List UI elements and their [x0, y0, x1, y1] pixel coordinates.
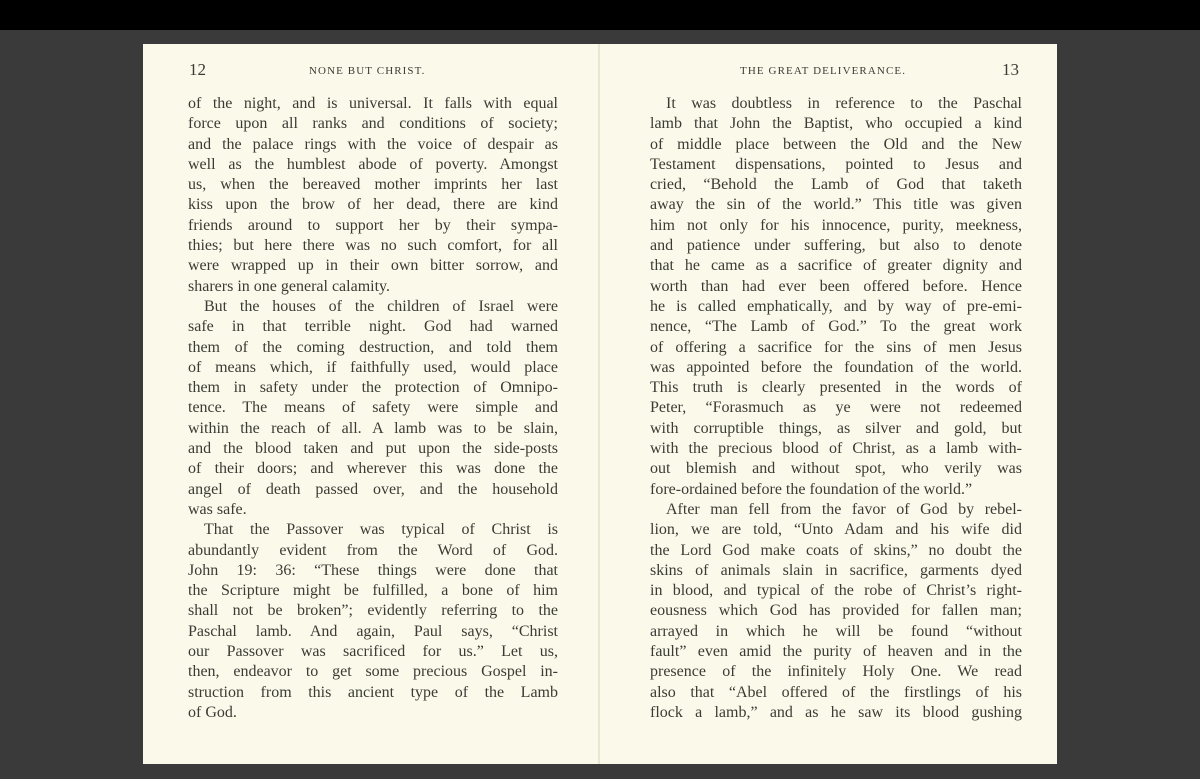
text-line: then, endeavor to get some precious Gospel in-: [188, 663, 558, 681]
text-line: John 19: 36: “These things were done that: [188, 561, 558, 579]
left-page-header: [143, 60, 598, 80]
text-line: within the reach of all. A lamb was to be slain,: [188, 419, 558, 437]
text-line: of middle place between the Old and the New: [650, 135, 1022, 153]
text-line: Paschal lamb. And again, Paul says, “Christ: [188, 622, 558, 640]
text-line: and the blood taken and put upon the side-posts: [188, 440, 558, 458]
top-bar: [0, 0, 1200, 30]
text-line: of means which, if faithfully used, would place: [188, 358, 558, 376]
text-line: friends around to support her by their sympa-: [188, 216, 558, 234]
text-line: tence. The means of safety were simple and: [188, 399, 558, 417]
text-line: Testament dispensations, pointed to Jesus and: [650, 155, 1022, 173]
text-line: struction from this ancient type of the Lamb: [188, 683, 558, 701]
text-line: was safe.: [188, 500, 247, 518]
text-line: flock a lamb,” and as he saw its blood gushing: [650, 703, 1022, 721]
text-line: with the precious blood of Christ, as a lamb with-: [650, 440, 1022, 458]
text-line: them of the coming destruction, and told them: [188, 338, 558, 356]
text-line: It was doubtless in reference to the Paschal: [666, 95, 1022, 112]
text-line: fore-ordained before the foundation of the world.”: [650, 480, 973, 498]
text-line: nence, “The Lamb of God.” To the great work: [650, 318, 1022, 336]
text-line: the Lord God make coats of skins,” no doubt the: [650, 541, 1022, 559]
right-page-text: [650, 94, 1022, 723]
text-line: shall not be broken”; evidently referring to the: [188, 602, 558, 620]
text-line: force upon all ranks and conditions of society;: [188, 115, 558, 133]
text-line: was appointed before the foundation of the world.: [650, 358, 1022, 376]
text-line: of the night, and is universal. It falls with equal: [188, 95, 558, 112]
text-line: well as the humblest abode of poverty. Amongst: [188, 155, 558, 173]
running-title: THE GREAT DELIVERANCE.: [740, 65, 907, 77]
left-page-text: [188, 94, 558, 723]
text-line: away the sin of the world.” This title was given: [650, 196, 1022, 214]
text-line: also that “Abel offered of the firstlings of his: [650, 683, 1022, 701]
text-line: This truth is clearly presented in the words of: [650, 379, 1022, 397]
text-line: thies; but here there was no such comfort, for all: [188, 237, 558, 255]
text-line: with corruptible things, as silver and gold, but: [650, 419, 1022, 437]
text-line: presence of the infinitely Holy One. We read: [650, 663, 1022, 681]
text-line: he is called emphatically, and by way of pre-emi-: [650, 297, 1022, 315]
text-line: After man fell from the favor of God by rebel-: [666, 500, 1022, 518]
text-line: worth than had ever been offered before. Hence: [650, 277, 1022, 295]
text-line: that he came as a sacrifice of greater dignity and: [650, 257, 1022, 275]
right-page: [600, 44, 1057, 764]
text-line: abundantly evident from the Word of God.: [188, 541, 558, 559]
text-line: in blood, and typical of the robe of Christ’s right-: [650, 582, 1022, 600]
text-line: kiss upon the brow of her dead, there are kind: [188, 196, 558, 214]
left-page: [143, 44, 598, 764]
text-line: fault” even amid the purity of heaven and in the: [650, 643, 1022, 661]
text-line: us, when the bereaved mother imprints her last: [188, 176, 558, 194]
text-line: our Passover was sacrificed for us.” Let us,: [188, 643, 558, 661]
text-line: Peter, “Forasmuch as ye were not redeemed: [650, 399, 1022, 417]
text-line: of their doors; and wherever this was done the: [188, 460, 558, 478]
text-line: angel of death passed over, and the household: [188, 480, 558, 498]
text-line: sharers in one general calamity.: [188, 277, 390, 295]
text-line: lamb that John the Baptist, who occupied a kind: [650, 115, 1022, 133]
text-line: them in safety under the protection of Omnipo-: [188, 379, 558, 397]
text-line: him not only for his innocence, purity, meekness,: [650, 216, 1022, 234]
text-line: That the Passover was typical of Christ is: [204, 521, 558, 539]
running-title: NONE BUT CHRIST.: [309, 65, 426, 77]
text-line: eousness which God has provided for fallen man;: [650, 602, 1022, 620]
text-line: the Scripture might be fulfilled, a bone of him: [188, 582, 558, 600]
text-line: out blemish and without spot, who verily was: [650, 460, 1022, 478]
text-line: arrayed in which he will be found “without: [650, 622, 1022, 640]
text-line: and the palace rings with the voice of despair as: [188, 135, 558, 153]
page-number: 13: [1002, 60, 1019, 79]
page-number: 12: [189, 60, 206, 79]
text-line: of offering a sacrifice for the sins of men Jesus: [650, 338, 1022, 356]
text-line: were wrapped up in their own bitter sorrow, and: [188, 257, 558, 275]
text-line: and patience under suffering, but also to denote: [650, 237, 1022, 255]
text-line: of God.: [188, 703, 237, 721]
text-line: skins of animals slain in sacrifice, garments dyed: [650, 561, 1022, 579]
text-line: lion, we are told, “Unto Adam and his wife did: [650, 521, 1022, 539]
text-line: cried, “Behold the Lamb of God that taketh: [650, 176, 1022, 194]
text-line: safe in that terrible night. God had warned: [188, 318, 558, 336]
text-line: But the houses of the children of Israel were: [204, 297, 558, 315]
right-page-header: [600, 60, 1057, 80]
